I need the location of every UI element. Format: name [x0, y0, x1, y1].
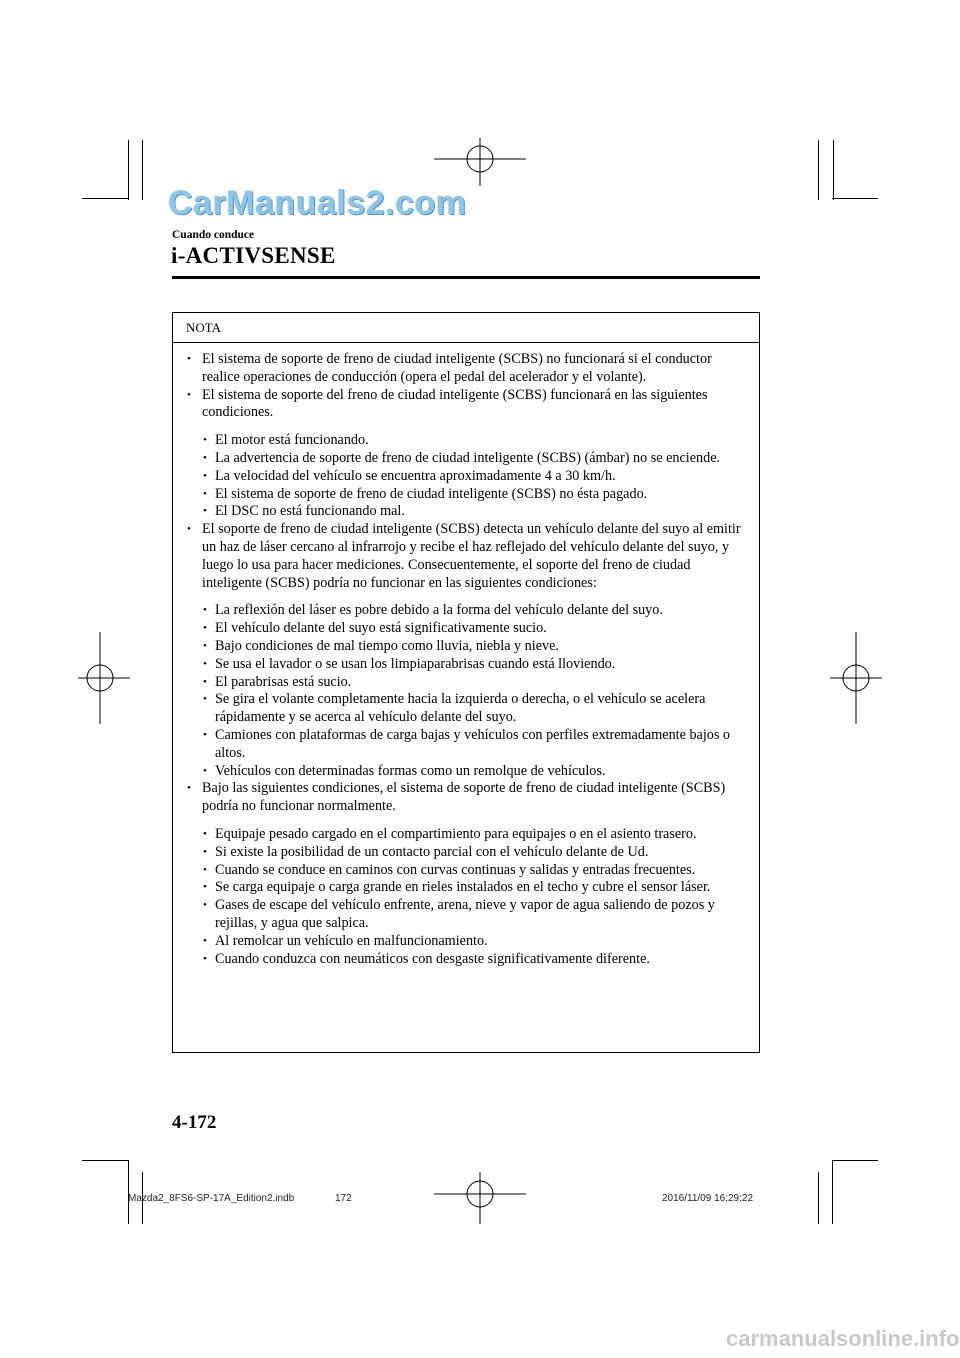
note-subitem: • La velocidad del vehículo se encuentra aproximadamente 4 a 30 km/h.: [202, 468, 751, 486]
note-subitem: • Si existe la posibilidad de un contacto parcial con el vehículo delante de Ud.: [202, 844, 751, 862]
note-heading: NOTA: [173, 313, 759, 343]
note-item-text: El sistema de soporte del freno de ciudad inteligente (SCBS) funcionará en las siguientes condiciones.: [202, 386, 708, 421]
crop-mark: [128, 1160, 129, 1224]
page-title: i-ACTIVSENSE: [171, 243, 336, 268]
note-subitem: • Se carga equipaje o carga grande en rieles instalados en el techo y cubre el sensor láser.: [202, 879, 751, 897]
note-subitem: • El sistema de soporte de freno de ciudad inteligente (SCBS) no ésta pagado.: [202, 486, 751, 504]
note-subitem: • El motor está funcionando.: [202, 432, 751, 450]
crop-mark: [82, 1160, 129, 1161]
crop-mark: [142, 140, 143, 200]
crop-mark: [832, 1160, 833, 1224]
note-item-text: Bajo las siguientes condiciones, el sistema de soporte de freno de ciudad inteligente (SCBS) podría no funcionar normalmente.: [202, 780, 726, 815]
footer-file: Mazda2_8FS6-SP-17A_Edition2.indb: [128, 1193, 295, 1204]
crop-mark: [818, 1172, 819, 1224]
note-subitem: • El vehículo delante del suyo está significativamente sucio.: [202, 620, 751, 638]
registration-mark-icon: [434, 1160, 526, 1224]
watermark-bottom[interactable]: carmanualsonline.info: [726, 1326, 960, 1351]
note-item: [186, 780, 751, 816]
crop-mark: [833, 140, 834, 200]
note-subitem: • Cuando se conduce en caminos con curvas continuas y salidas y entradas frecuentes.: [202, 862, 751, 880]
section-label: Cuando conduce: [172, 229, 255, 241]
footer-date: 2016/11/09 16:29:22: [662, 1193, 754, 1204]
registration-mark-icon: [78, 632, 130, 724]
note-subitem: • El parabrisas está sucio.: [202, 674, 751, 692]
crop-mark: [832, 198, 878, 199]
note-subitem: • El DSC no está funcionando mal.: [202, 503, 751, 521]
page-number: 4-172: [172, 1112, 217, 1133]
note-body: [173, 343, 759, 968]
note-subitem: • Se usa el lavador o se usan los limpiaparabrisas cuando está lloviendo.: [202, 656, 751, 674]
note-subitem: • La reflexión del láser es pobre debido a la forma del vehículo delante del suyo.: [202, 602, 751, 620]
title-rule: [172, 276, 760, 279]
note-sublist: [186, 602, 751, 780]
note-box: [172, 312, 760, 1053]
note-item: [186, 387, 751, 423]
crop-mark: [818, 140, 819, 200]
note-item: [186, 521, 751, 592]
note-subitem: • Vehículos con determinadas formas como un remolque de vehículos.: [202, 763, 751, 781]
note-item-text: El sistema de soporte de freno de ciudad inteligente (SCBS) no funcionará si el conductor realice operaciones de conducción (opera el pedal del acelerador y el volante).: [202, 351, 712, 385]
note-item-text: El soporte de freno de ciudad inteligente (SCBS) detecta un vehículo delante del suyo al emitir un haz de láser cercano al infrarrojo y recibe el haz reflejado del vehículo delante del suyo, y luego lo usa para hacer mediciones. Consecuentemente, el soporte del freno de ciudad inteligente (SCBS) podría no funcionar en las siguientes condiciones:: [202, 521, 741, 591]
crop-mark: [128, 140, 129, 200]
note-subitem: • Equipaje pesado cargado en el compartimiento para equipajes o en el asiento trasero.: [202, 826, 751, 844]
crop-mark: [82, 198, 129, 199]
note-sublist: [186, 826, 751, 968]
note-item: [186, 351, 751, 387]
crop-mark: [832, 1160, 878, 1161]
note-subitem: • Se gira el volante completamente hacia la izquierda o derecha, o el vehículo se acelera rápidamente y se acerca al vehículo delante del suyo.: [202, 691, 751, 727]
note-subitem: • Cuando conduzca con neumáticos con desgaste significativamente diferente.: [202, 951, 751, 969]
note-subitem: • La advertencia de soporte de freno de ciudad inteligente (SCBS) (ámbar) no se enciende.: [202, 450, 751, 468]
registration-mark-icon: [830, 632, 882, 724]
footer-page: 172: [335, 1193, 352, 1204]
note-subitem: • Gases de escape del vehículo enfrente, arena, nieve y vapor de agua saliendo de pozos y rejillas, y agua que salpica.: [202, 897, 751, 933]
note-subitem: • Al remolcar un vehículo en malfuncionamiento.: [202, 933, 751, 951]
note-subitem: • Bajo condiciones de mal tiempo como lluvia, niebla y nieve.: [202, 638, 751, 656]
note-sublist: [186, 432, 751, 521]
note-subitem: • Camiones con plataformas de carga bajas y vehículos con perfiles extremadamente bajos o altos.: [202, 727, 751, 763]
watermark-top[interactable]: CarManuals2.com: [168, 184, 467, 222]
